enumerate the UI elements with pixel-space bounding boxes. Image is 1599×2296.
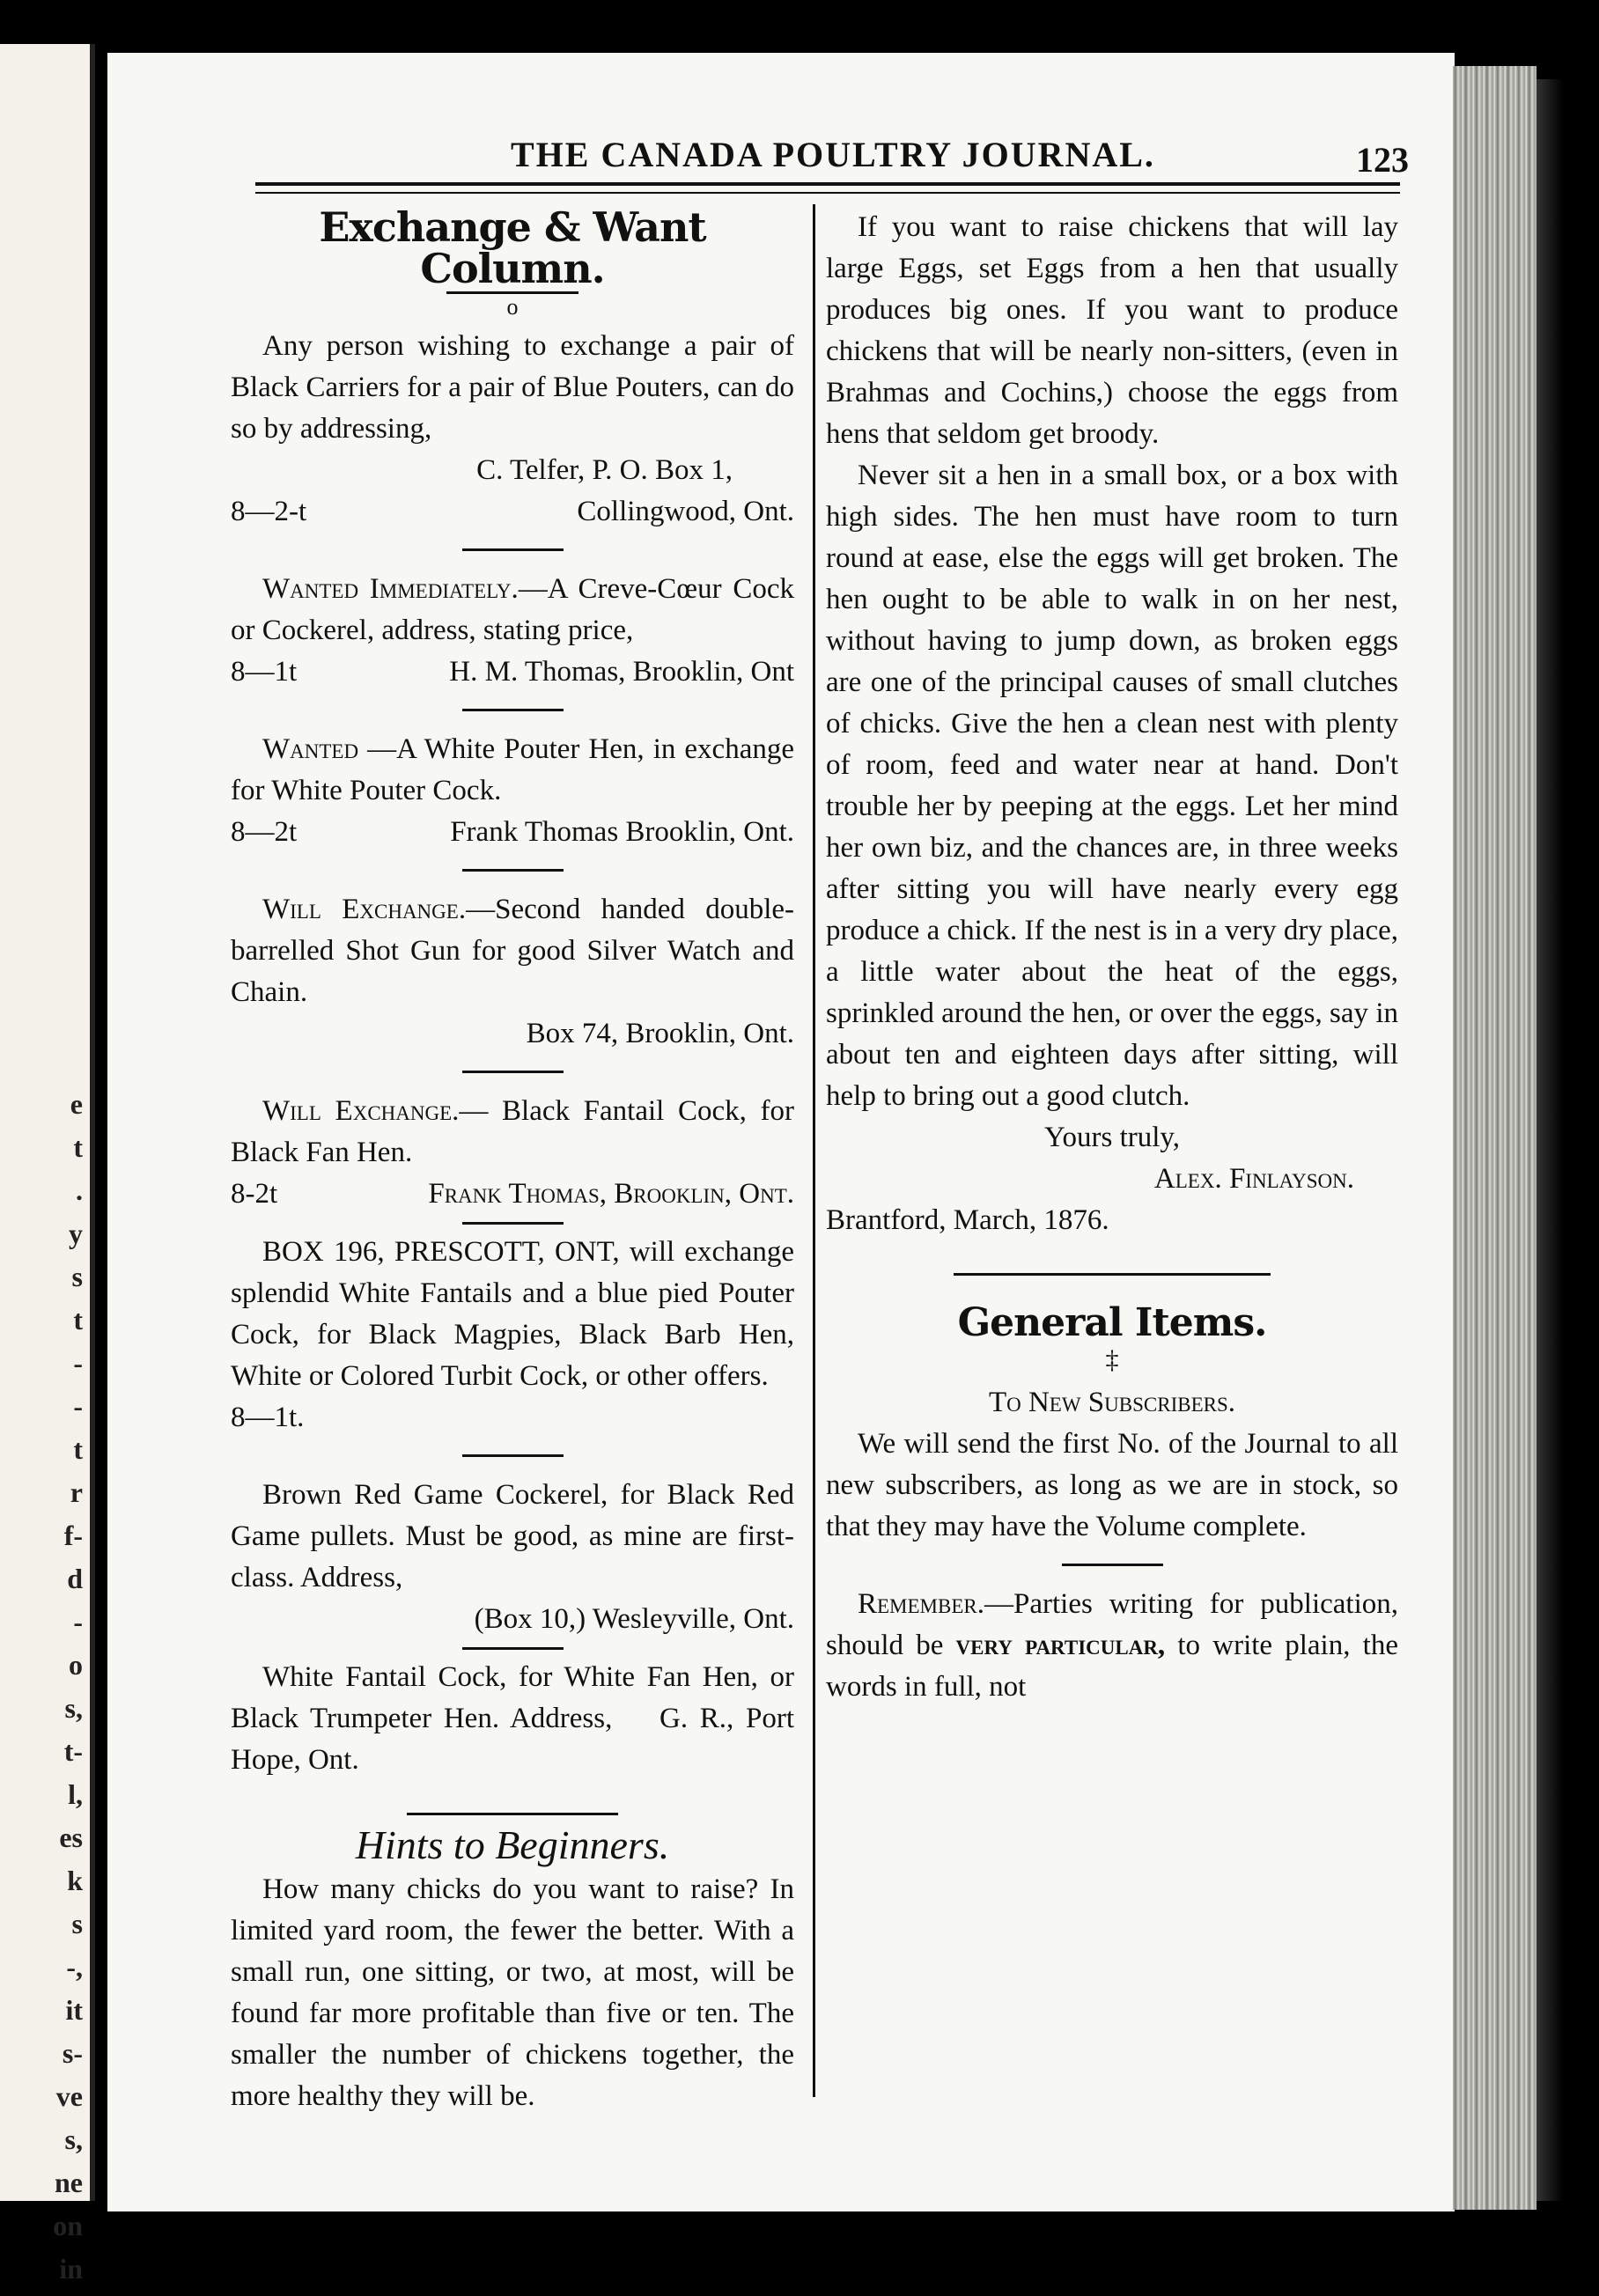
fragment-line: ve [55,2080,83,2112]
fragment-line: s [71,1261,83,1292]
right-column-content [826,207,1398,1708]
ad-code: 8—2t [231,816,298,848]
ad-separator [462,869,564,872]
ad-address: Collingwood, Ont. [577,496,794,527]
subscribers-subhead: To New Subscribers. [988,1387,1236,1418]
fragment-line: . [76,1174,83,1206]
fragment-line: t- [63,1735,83,1767]
ad-white-pouter [231,729,794,853]
fragment-line: t [73,1433,83,1465]
fragment-line: r [70,1476,83,1508]
page-stack-edge [1453,66,1536,2210]
fragment-line: - [73,1347,83,1379]
fragment-line: t [73,1131,83,1163]
ad-address: Frank Thomas, Brooklin, Ont. [428,1178,794,1210]
ad-body: Brown Red Game Cockerel, for Black Red Game pullets. Must be good, as mine are first-class. Address, [231,1479,794,1593]
header-rule-thin [255,192,1400,194]
ad-separator [462,548,564,551]
header-rule-thick [255,182,1400,186]
ad-brown-red-game [231,1475,794,1640]
ad-body: White Fantail Cock, for White Fan Hen, or Black Trumpeter Hen. Address, [231,1661,794,1734]
ad-separator [462,1222,564,1225]
ornament-separator: ‡ [1105,1345,1119,1374]
ad-separator [462,1647,564,1650]
ad-body: —Second handed double-barrelled Shot Gun for good Silver Watch and Chain. [231,894,794,1008]
exchange-heading: Exchange & Want Column. [319,203,706,292]
page-stack-shadow [1536,79,1563,2201]
ad-separator [462,709,564,711]
fragment-line: - [73,1390,83,1422]
remember-body: —Parties writing for publication, should be [826,1588,1398,1661]
fragment-line: es [59,1821,83,1853]
ad-address: C. Telfer, P. O. Box 1, [476,454,733,486]
ad-code: 8-2t [231,1178,278,1210]
fragment-line: s [71,1908,83,1939]
ad-lead: Wanted [262,733,359,765]
adjacent-page-text-fragment [48,1083,83,2291]
fragment-line: it [65,1994,83,2026]
hints-paragraph-1: How many chicks do you want to raise? In limited yard room, the fewer the better. With a small run, one sitting, or two, at most, will be found far more profitable than five or ten. The smaller the number of chickens together, the more healthy they will be. [231,1873,794,2112]
adjacent-page [0,44,95,2285]
fragment-line: s, [64,2123,83,2155]
ad-footer-line [231,1174,794,1215]
column-divider [813,204,815,2097]
ad-separator [462,1454,564,1457]
fragment-line: - [73,1606,83,1637]
ornament-separator: o [231,291,794,320]
fragment-line: s- [62,2037,83,2069]
fragment-line: l, [68,1778,83,1810]
hints-signature: Alex. Finlayson. [1153,1163,1354,1195]
fragment-line: in [59,2253,83,2285]
hints-closing: Yours truly, [1043,1122,1181,1153]
ad-body: —A White Pouter Hen, in exchange for White Pouter Cock. [231,733,794,806]
ad-address: H. M. Thomas, Brooklin, Ont [449,656,794,688]
fragment-line: s, [64,1692,83,1724]
fragment-line: -, [66,1951,83,1983]
remember-emphasis: very particular, [955,1630,1166,1661]
ad-code: 8—1t [231,656,298,688]
ad-separator [462,1071,564,1073]
subscribers-paragraph: We will send the first No. of the Journal to all new subscribers, as long as we are in stock, so that they may have the Volume complete. [826,1428,1398,1542]
ad-lead: Will Exchange. [262,1095,460,1127]
ad-code: 8—1t. [231,1402,305,1433]
ad-lead: Wanted Immediately. [262,573,519,605]
ad-prescott [231,1232,794,1439]
fragment-line: t [73,1304,83,1336]
fragment-line: k [67,1865,83,1896]
remember-lead: Remember. [858,1588,984,1620]
section-separator [407,1813,618,1815]
ad-creve-coeur [231,569,794,693]
ad-lead: Will Exchange. [262,894,467,925]
hints-heading: Hints to Beginners. [355,1822,670,1867]
ad-address: (Box 10,) Wesleyville, Ont. [474,1603,794,1635]
running-head: THE CANADA POULTRY JOURNAL. [511,135,1155,174]
binding-edge [90,44,95,2201]
ad-telfer [231,326,794,533]
page-number: 123 [1356,140,1409,180]
hints-paragraph-3: Never sit a hen in a small box, or a box with high sides. The hen must have room to turn round at ease, else the eggs will get broken. The hen ought to be able to walk in on her nest, without having to jump down, as broken eggs are one of the principal causes of small clutches of chicks. Give the hen a clean nest with plenty of room, feed and water near at hand. Don't trouble her by peeping at the eggs. Let her mind her own biz, and the chances are, in three weeks after sitting you will have nearly every egg produce a chick. If the nest is in a very dry place, a little water about the heat of the eggs, sprinkled around the hen, or over the eggs, say in about ten and eighteen days after sitting, will help to bring out a good clutch. [826,460,1398,1112]
ad-address: Frank Thomas Brooklin, Ont. [450,816,794,848]
fragment-line: e [70,1088,83,1120]
fragment-line: o [69,1649,83,1681]
ad-footer-line [231,812,794,853]
fragment-line: d [67,1563,83,1594]
fragment-line: ne [55,2167,83,2198]
ad-body: Any person wishing to exchange a pair of Black Carriers for a pair of Blue Pouters, can do so by addressing, [231,330,794,445]
left-column [231,203,794,2117]
remember-paragraph [826,1584,1398,1708]
ad-footer-line [231,491,794,533]
fragment-line: f- [63,1520,83,1551]
ad-body: BOX 196, PRESCOTT, ONT, will exchange splendid White Fantails and a blue pied Pouter Cock, for Black Magpies, Black Barb Hen, White or Colored Turbit Cock, or other offers. [231,1236,794,1392]
ad-shot-gun [231,889,794,1055]
ad-body: — Black Fantail Cock, for Black Fan Hen. [231,1095,794,1168]
hints-paragraph-2: If you want to raise chickens that will lay large Eggs, set Eggs from a hen that usually produces big ones. If you want to produce chickens that will be nearly non-sitters, (even in Brahmas and Cochins,) choose the eggs from hens that seldom get broody. [826,211,1398,450]
ad-body: —A Creve-Cœur Cock or Cockerel, address, stating price, [231,573,794,646]
ad-code: 8—2-t [231,496,307,527]
fragment-line: y [69,1218,83,1249]
remember-tail: to write plain, the words in full, not [826,1630,1398,1703]
general-heading: General Items. [957,1300,1267,1345]
ad-address: Box 74, Brooklin, Ont. [526,1018,794,1049]
fragment-line: on [53,2210,83,2241]
item-separator [1062,1564,1163,1566]
hints-place-date: Brantford, March, 1876. [826,1204,1109,1236]
ad-address: G. R., Port Hope, Ont. [231,1703,794,1776]
ad-footer-line [231,651,794,693]
ad-white-fantail [231,1657,794,1781]
ad-black-fantail [231,1091,794,1215]
section-separator [954,1273,1271,1276]
